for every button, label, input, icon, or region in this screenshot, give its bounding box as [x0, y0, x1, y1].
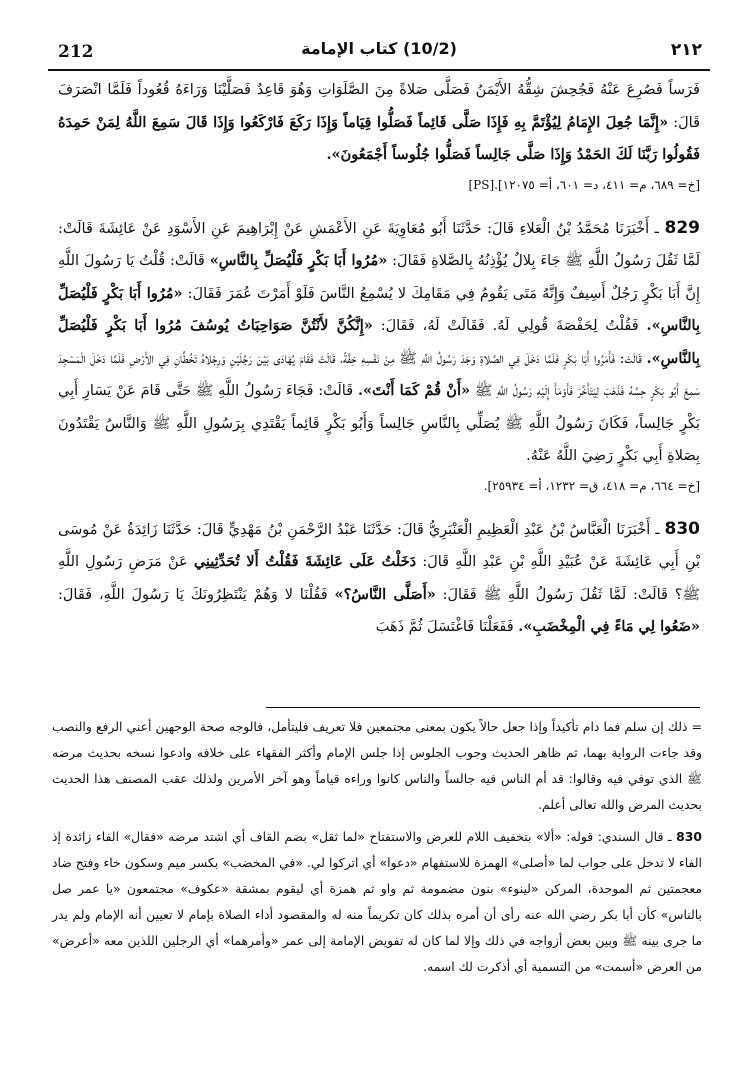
- narration-text: فَقُلْتُ لِحَفْصَةَ قُولِي لَهُ. فَقَالَتْ لَهُ، فَقَالَ:: [380, 318, 639, 334]
- footnote-rule: [266, 707, 700, 708]
- narration-text: ـ أَخْبَرَنَا الْعَبَّاسُ بْنُ عَبْدِ الْعَظِيمِ الْعَنْبَرِيُّ قَالَ: حَدَّثَنَا عَبْدُ الرَّحْمَنِ بْنُ مَهْدِيٍّ قَالَ: حَدَّثَنَا زَائِدَةُ عَنْ مُوسَى بْنِ أَبِي عَائِشَةَ عَنْ عُبَيْدِ اللَّهِ بْنِ عَبْدِ اللَّهِ قَالَ:: [58, 521, 701, 570]
- prophetic-quote: «أَنْ قُمْ كَمَا أَنْتَ».: [357, 382, 471, 399]
- narration-text: فَرَساً فَصُرِعَ عَنْهُ فَجُحِشَ شِقُّهُ الأَيْمَنُ فَصَلَّى صَلاةً مِنَ الصَّلَوَاتِ وَهُوَ قَاعِدٌ فَصَلَّيْنَا وَرَاءَهُ قُعُوداً فَلَمَّا انْصَرَفَ قَالَ:: [58, 82, 701, 131]
- footnote-text: ـ قال السندي: قوله: «ألا» بتخفيف اللام للعرض والاستفتاح «لما ثقل» بضم القاف أي اشتد مرضه «فقال» الفاء زائدة إذ الفاء لا تدخل على جواب لما «أصلى» الهمزة للاستفهام «دعوا» أي اتركوا لي. «في المخضب» بكسر ميم وسكون خاء وفتح ضاد معجمتين ثم الموحدة، المركن «لينوء» بنون مضمومة ثم واو ثم همزة أي ليقوم بمشقة «عكوف» مجتمعون «يا عمر صل بالناس» كأن أبا بكر رضي الله عنه رأى أن أمره بذلك كان تكريماً منه له والمقصود أداء الصلاة بإمام لا تعيين أنه الإمام ولم يدر ما جرى بينه ﷺ وبين بعض أزواجه في ذلك وإلا لما كان له تفويض الإمامة إلى عمر «وأمرهما» أي الرجلين اللذين معه «أعرض» من العرض «أسمت» من التسمية أي أذكرت لك اسمه.: [52, 829, 702, 974]
- hadith-number: 829: [664, 217, 701, 238]
- prophetic-quote: «أَصَلَّى النَّاسُ؟»: [334, 585, 436, 603]
- hadith-number: 830: [664, 518, 701, 539]
- prophetic-quote: «ضَعُوا لِي مَاءً فِي الْمِخْضَبِ».: [518, 618, 700, 635]
- hadith-829: [58, 212, 700, 499]
- page-number-latin: 212: [58, 42, 94, 62]
- narration-text: قَالَتْ: قُلْتُ يَا رَسُولَ اللَّهِ إِنَّ أَبَا بَكْرٍ رَجُلٌ أَسِيفٌ وَإِنَّهُ مَتَى يَقُومُ فِي مَقَامِكَ لا يُسْمِعُ النَّاسَ فَلَوْ أَمَرْتَ عُمَرَ فَقَالَ:: [58, 253, 700, 302]
- footnotes: [52, 714, 702, 980]
- main-text: [58, 74, 700, 644]
- page-number-arabic: ٢١٢: [670, 40, 702, 60]
- prophetic-quote: «مُرُوا أَبَا بَكْرٍ فَلْيُصَلِّ بِالنَّاسِ».: [58, 284, 701, 334]
- footnote-continuation: = ذلك إن سلم فما دام تأكيداً وإذا جعل حالاً يكون بمعنى مجتمعين فلا تعريف فليتأمل، فالوجه صحة الوجهين أعني الرفع والنصب وقد جاءت الرواية بهما، ثم ظاهر الحديث وجوب الجلوس إذا جلس الإمام وأكثر الفقهاء على خلافه وادعوا نسخه بحديث مرضه ﷺ الذي توفي فيه وقالوا: قد أم الناس فيه جالساً والناس كانوا وراءه قياماً وهو آخر الأمرين ولذلك عقب المصنف هذا الحديث بحديث المرض والله تعالى أعلم.: [52, 719, 702, 812]
- prophetic-quote: «إِنَّكُنَّ لأَنْتُنَّ صَوَاحِبَاتُ يُوسُفَ مُرُوا أَبَا بَكْرٍ فَلْيُصَلِّ بِالنَّاسِ».: [58, 317, 701, 367]
- narration-text: قَالَتْ: فَأَمَرُوا أَبَا بَكْرٍ فَلَمَّا دَخَلَ فِي الصَّلاةِ وَجَدَ رَسُولُ اللَّهِ ﷺ مِنْ نَفْسِهِ خِفَّةً، قَالَتْ فَقَامَ يُهَادَى بَيْنَ رَجُلَيْنِ وَرِجْلاهُ تَخُطَّانِ فِي الأَرْضِ فَلَمَّا دَخَلَ الْمَسْجِدَ سَمِعَ أَبُو بَكْرٍ حِسَّهُ فَذَهَبَ لِيَتَأَخَّرَ فَأَوْمَأَ إِلَيْهِ رَسُولُ اللَّهِ ﷺ: [58, 350, 700, 399]
- narration-text: ـ أَخْبَرَنَا مُحَمَّدُ بْنُ الْعَلاءِ قَالَ: حَدَّثَنَا أَبُو مُعَاوِيَةَ عَنِ الأَعْمَشِ عَنْ إِبْرَاهِيمَ عَنِ الأَسْوَدِ عَنْ عَائِشَةَ قَالَتْ: لَمَّا ثَقُلَ رَسُولُ اللَّهِ ﷺ جَاءَ بِلالٌ يُؤْذِنُهُ بِالصَّلاةِ فَقَالَ:: [58, 220, 701, 269]
- hadith-references: [خ= ٦٨٩، م= ٤١١، د= ٦٠١، أ= ١٢٠٧٥].[PS]: [468, 177, 700, 192]
- page-header: [48, 36, 710, 66]
- narration-text: عَنْ مَرَضِ رَسُولِ اللَّهِ ﷺ؟ قَالَتْ: لَمَّا ثَقُلَ رَسُولُ اللَّهِ ﷺ فَقَالَ:: [58, 554, 700, 603]
- emphasized-text: دَخَلْتُ عَلَى عَائِشَةَ فَقُلْتُ أَلا تُحَدِّثِينِي: [193, 553, 417, 570]
- running-title: (10/2) كتاب الإمامة: [301, 39, 457, 58]
- footnote-830: [52, 824, 702, 980]
- footnote-number: 830: [676, 829, 702, 844]
- hadith-830: [58, 513, 700, 644]
- narration-text: فَفَعَلْنَا فَاغْتَسَلَ ثُمَّ ذَهَبَ: [375, 619, 514, 635]
- prophetic-quote: «إِنَّمَا جُعِلَ الإِمَامُ لِيُؤْتَمَّ بِهِ فَإِذَا صَلَّى قَائِماً فَصَلُّوا قِيَاماً وَإِذَا رَكَعَ فَارْكَعُوا وَإِذَا قَالَ سَمِعَ اللَّهُ لِمَنْ حَمِدَهُ فَقُولُوا رَبَّنَا لَكَ الحَمْدُ وَإِذَا صَلَّى جَالِساً فَصَلُّوا جُلُوساً أَجْمَعُونَ».: [58, 113, 700, 163]
- header-rule: [48, 69, 710, 71]
- paragraph-continuation: [58, 74, 700, 198]
- narration-text: قَالَتْ: فَجَاءَ رَسُولُ اللَّهِ ﷺ حَتَّى قَامَ عَنْ يَسَارِ أَبِي بَكْرٍ جَالِساً، فَكَانَ رَسُولُ اللَّهِ ﷺ يُصَلِّي بِالنَّاسِ جَالِساً وَأَبُو بَكْرٍ قَائِماً يَقْتَدِي بِرَسُولِ اللَّهِ ﷺ وَالنَّاسُ يَقْتَدُونَ بِصَلاةِ أَبِي بَكْرٍ رَضِيَ اللَّهُ عَنْهُ.: [58, 383, 700, 464]
- hadith-references: [خ= ٦٦٤، م= ٤١٨، ق= ١٢٣٢، أ= ٢٥٩٣٤].: [483, 478, 700, 493]
- narration-text: فَقُلْنَا لا وَهُمْ يَنْتَظِرُونَكَ يَا رَسُولَ اللَّهِ، فَقَالَ:: [58, 586, 328, 603]
- prophetic-quote: «مُرُوا أَبَا بَكْرٍ فَلْيُصَلِّ بِالنَّاسِ»: [209, 252, 388, 269]
